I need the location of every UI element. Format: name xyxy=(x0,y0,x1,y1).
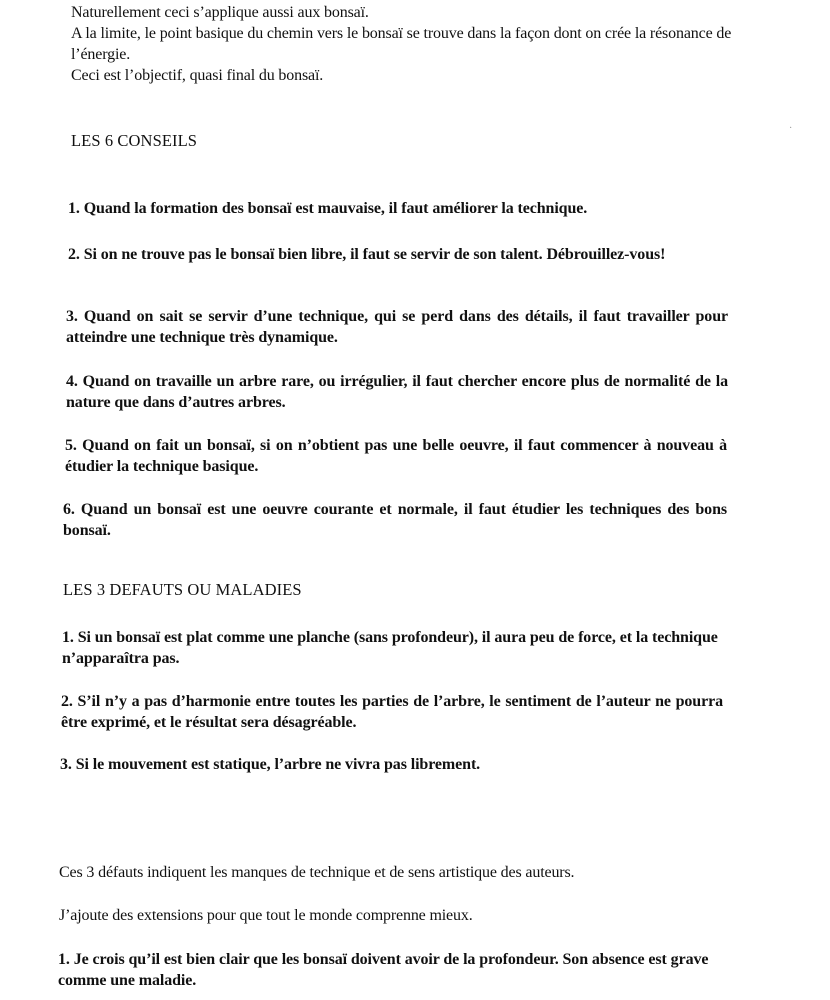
conseil-item: 4. Quand on travaille un arbre rare, ou irrégulier, il faut chercher encore plus de normalité de la nature que dans d’autres arbres. xyxy=(66,373,728,411)
scan-speck: · xyxy=(789,123,793,134)
closing-line: J’ajoute des extensions pour que tout le monde comprenne mieux. xyxy=(59,907,473,924)
defauts-heading: LES 3 DEFAUTS OU MALADIES xyxy=(63,580,302,599)
conseil-item: 3. Quand on sait se servir d’une technique, qui se perd dans des détails, il faut travailler pour atteindre une technique très dynamique. xyxy=(66,308,728,346)
intro-line: Naturellement ceci s’applique aussi aux bonsaï. xyxy=(71,4,369,21)
defaut-item: 1. Si un bonsaï est plat comme une planche (sans profondeur), il aura peu de force, et la technique n’apparaîtra pas. xyxy=(62,629,718,667)
conseils-heading: LES 6 CONSEILS xyxy=(71,131,198,150)
conseil-item: 6. Quand un bonsaï est une oeuvre courante et normale, il faut étudier les techniques des bons bonsaï. xyxy=(63,501,727,539)
conseil-item: 2. Si on ne trouve pas le bonsaï bien libre, il faut se servir de son talent. Débrouillez-vous! xyxy=(68,246,666,263)
defaut-item: 3. Si le mouvement est statique, l’arbre ne vivra pas librement. xyxy=(60,756,481,773)
intro-paragraph xyxy=(71,2,771,86)
conseil-item: 5. Quand on fait un bonsaï, si on n’obtient pas une belle oeuvre, il faut commencer à nouveau à étudier la technique basique. xyxy=(65,437,727,475)
intro-line: A la limite, le point basique du chemin vers le bonsaï se trouve dans la façon dont on crée la résonance de l’énergie. xyxy=(71,25,732,63)
conseil-item: 1. Quand la formation des bonsaï est mauvaise, il faut améliorer la technique. xyxy=(68,200,588,217)
intro-line: Ceci est l’objectif, quasi final du bonsaï. xyxy=(71,67,324,84)
extension-item: 1. Je crois qu’il est bien clair que les bonsaï doivent avoir de la profondeur. Son absence est grave comme une maladie. xyxy=(58,951,709,989)
defaut-item: 2. S’il n’y a pas d’harmonie entre toutes les parties de l’arbre, le sentiment de l’auteur ne pourra être exprimé, et le résultat sera désagréable. xyxy=(61,693,723,731)
closing-line: Ces 3 défauts indiquent les manques de technique et de sens artistique des auteurs. xyxy=(59,864,575,881)
